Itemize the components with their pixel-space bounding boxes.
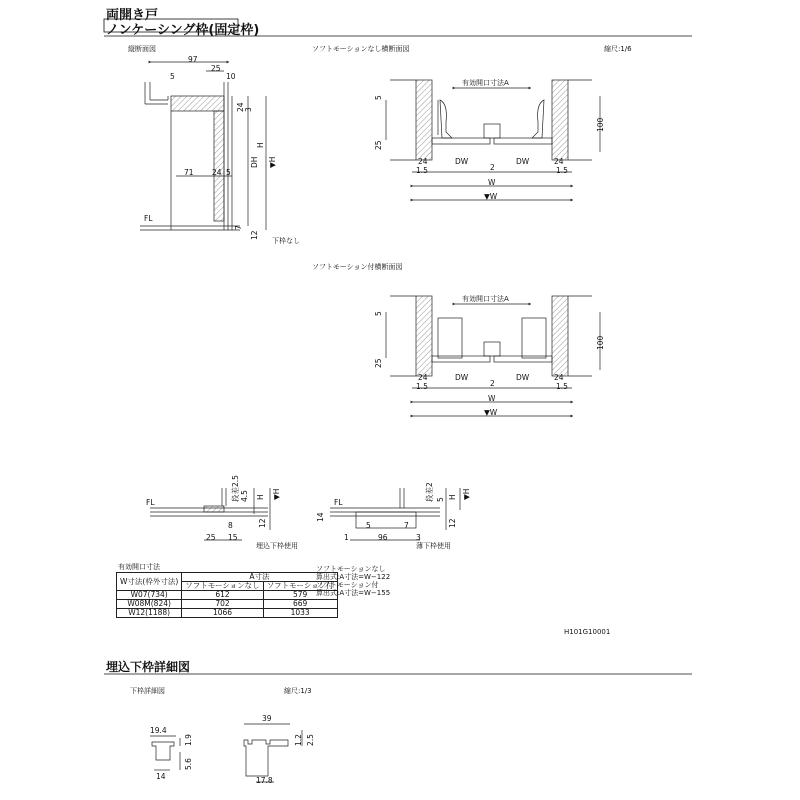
formula-line-1: ソフトモーションなし xyxy=(316,565,386,573)
dim-25: 25 xyxy=(211,64,221,73)
cell-w: W07(734) xyxy=(117,591,182,600)
nosoft-dim-100: 100 xyxy=(596,117,605,132)
cell-w: W08M(824) xyxy=(117,600,182,609)
page-subtitle: ノンケーシング枠(固定枠) xyxy=(106,23,260,38)
sill-thin-h: H xyxy=(448,494,457,500)
cell-soft: 669 xyxy=(263,600,337,609)
detail-title: 埋込下枠詳細図 xyxy=(106,660,191,674)
soft-dim-100: 100 xyxy=(596,335,605,350)
sill-thin-12: 12 xyxy=(448,518,457,528)
dim-3: 3 xyxy=(244,107,253,112)
dim-dh: DH xyxy=(250,156,259,168)
dim-12: 12 xyxy=(250,230,259,240)
detail-profile-a xyxy=(150,736,180,770)
sill-thin-caption: 薄下枠使用 xyxy=(416,542,451,550)
cell-soft: 579 xyxy=(263,591,337,600)
soft-dim-15r: 1.5 xyxy=(556,382,568,391)
soft-dim-25: 25 xyxy=(374,358,383,368)
detail-profile-b xyxy=(244,724,302,782)
nosoft-dw-left: DW xyxy=(455,157,469,166)
col-w-header: W寸法(枠外寸法) xyxy=(117,573,182,591)
cell-soft: 1033 xyxy=(263,609,337,618)
sill-emb-15: 15 xyxy=(228,533,238,542)
soft-label: ソフトモーション付横断面図 xyxy=(312,263,403,271)
sill-thin-5b: 5 xyxy=(366,521,371,530)
detail-a-14: 14 xyxy=(156,772,166,781)
nosoft-opening: 有効開口寸法A xyxy=(462,79,509,87)
sill-emb-tri-h: ▼H xyxy=(272,488,281,500)
vertical-section-drawing xyxy=(140,62,266,230)
sill-emb-8: 8 xyxy=(228,521,233,530)
dim-24b: 24 xyxy=(212,168,222,177)
detail-b-25: 2.5 xyxy=(306,734,315,746)
sill-thin-drawing xyxy=(330,488,460,540)
dim-tri-h: ▼H xyxy=(268,156,277,168)
dim-10: 10 xyxy=(226,72,236,81)
drawing-code: H101G10001 xyxy=(564,628,611,636)
effective-opening-table xyxy=(116,572,338,618)
sill-thin-tri-h: ▼H xyxy=(462,488,471,500)
sill-emb-step: 段差2.5 xyxy=(231,475,240,502)
detail-b-39: 39 xyxy=(262,714,272,723)
nosoft-dw-right: DW xyxy=(516,157,530,166)
nosoft-dim-24l: 24 xyxy=(418,157,428,166)
detail-scale: 縮尺:1/3 xyxy=(284,687,312,695)
formula-line-2: 算出式:A寸法=W−122 xyxy=(316,573,391,581)
soft-opening: 有効開口寸法A xyxy=(462,295,509,303)
detail-a-56: 5.6 xyxy=(184,758,193,770)
nosoft-dim-15r: 1.5 xyxy=(556,166,568,175)
dim-24: 24 xyxy=(236,102,245,112)
dim-71: 71 xyxy=(184,168,194,177)
dim-5b: 5 xyxy=(226,168,231,177)
cell-nosoft: 702 xyxy=(182,600,263,609)
nosoft-label: ソフトモーションなし横断面図 xyxy=(312,45,410,53)
soft-dim-5: 5 xyxy=(374,311,383,316)
detail-b-12: 1.2 xyxy=(294,734,303,746)
nosoft-dim-15l: 1.5 xyxy=(416,166,428,175)
formula-line-3: ソフトモーション付 xyxy=(316,581,379,589)
nosoft-tri-w: ▼W xyxy=(484,192,498,201)
nosoft-dim-24r: 24 xyxy=(554,157,564,166)
nosoft-dim-5: 5 xyxy=(374,95,383,100)
col-nosoft-header: ソフトモーションなし xyxy=(182,582,263,591)
sill-thin-14: 14 xyxy=(316,512,325,522)
cell-nosoft: 1066 xyxy=(182,609,263,618)
detail-a-194: 19.4 xyxy=(150,726,167,735)
page-title: 両開き戸 xyxy=(106,8,159,23)
soft-dim-15l: 1.5 xyxy=(416,382,428,391)
dim-5: 5 xyxy=(170,72,175,81)
sill-thin-5: 5 xyxy=(436,497,445,502)
sill-emb-45: 4.5 xyxy=(240,490,249,502)
no-sill-note: 下枠なし xyxy=(272,237,300,245)
nosoft-w: W xyxy=(488,178,496,187)
soft-dim-24l: 24 xyxy=(418,373,428,382)
col-a-header: A寸法 xyxy=(182,573,337,582)
soft-tri-w: ▼W xyxy=(484,408,498,417)
sill-emb-fl: FL xyxy=(146,498,155,507)
nosoft-dim-25: 25 xyxy=(374,140,383,150)
eff-table-label: 有効開口寸法 xyxy=(118,563,160,571)
sill-thin-1: 1 xyxy=(344,533,349,542)
sill-thin-7: 7 xyxy=(404,521,409,530)
detail-a-19: 1.9 xyxy=(184,734,193,746)
soft-dim-2: 2 xyxy=(490,379,495,388)
dim-7: 7 xyxy=(234,225,243,230)
sill-thin-3: 3 xyxy=(416,533,421,542)
sill-thin-96: 96 xyxy=(378,533,388,542)
formula-line-4: 算出式:A寸法=W−155 xyxy=(316,589,391,597)
sill-thin-fl: FL xyxy=(334,498,343,507)
soft-w: W xyxy=(488,394,496,403)
col-soft-header: ソフトモーション付 xyxy=(263,582,337,591)
soft-dw-right: DW xyxy=(516,373,530,382)
nosoft-dim-2: 2 xyxy=(490,163,495,172)
sill-emb-caption: 埋込下枠使用 xyxy=(256,542,298,550)
detail-sub: 下枠詳細図 xyxy=(130,687,165,695)
sill-emb-h: H xyxy=(256,494,265,500)
vertical-section-label: 縦断面図 xyxy=(128,45,156,53)
dim-97: 97 xyxy=(188,55,198,64)
soft-dw-left: DW xyxy=(455,373,469,382)
sill-emb-12: 12 xyxy=(258,518,267,528)
sill-emb-25: 25 xyxy=(206,533,216,542)
scale-top: 縮尺:1/6 xyxy=(604,45,632,53)
cell-nosoft: 612 xyxy=(182,591,263,600)
fl-label: FL xyxy=(144,214,153,223)
cell-w: W12(1188) xyxy=(117,609,182,618)
sill-thin-step: 段差2 xyxy=(425,482,434,502)
dim-h: H xyxy=(256,142,265,148)
detail-b-178: 17.8 xyxy=(256,776,273,785)
soft-dim-24r: 24 xyxy=(554,373,564,382)
table-row xyxy=(117,609,338,618)
